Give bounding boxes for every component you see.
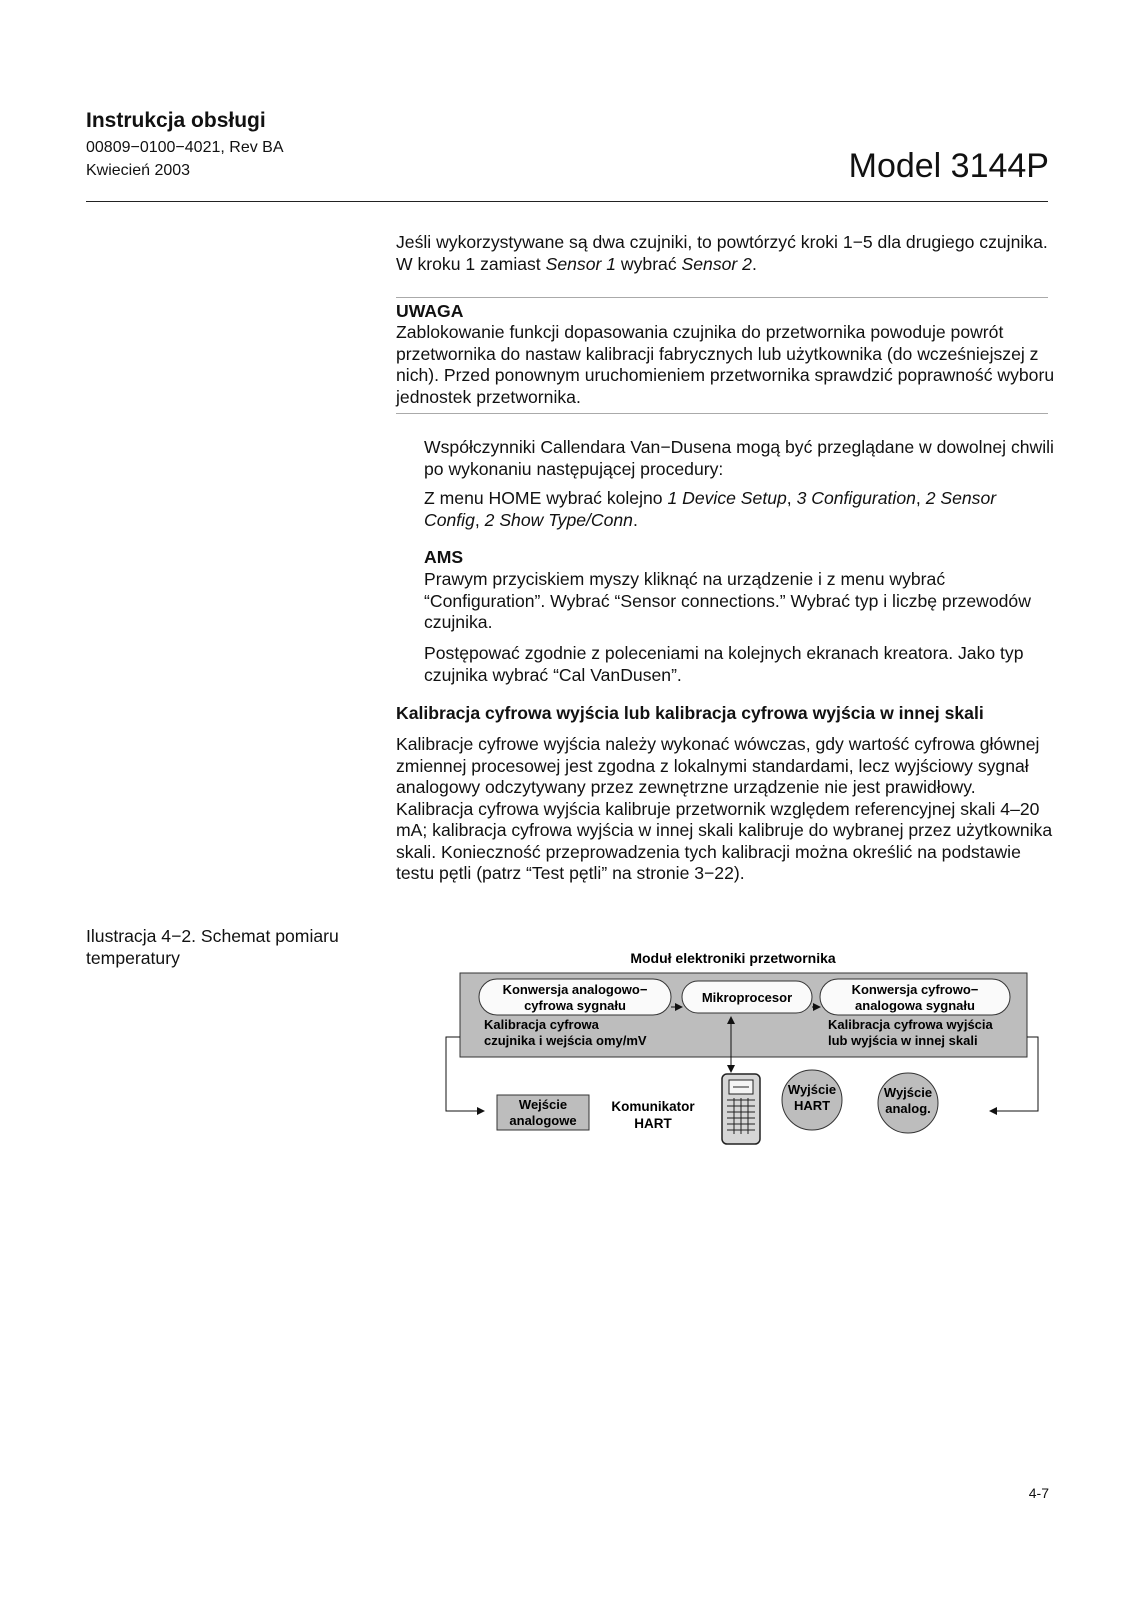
output-calibration-line2: lub wyjścia w innej skali bbox=[828, 1033, 978, 1048]
figure-caption: Ilustracja 4−2. Schemat pomiaru temperatury bbox=[86, 926, 339, 968]
adc-label-line1: Konwersja analogowo− bbox=[502, 982, 648, 997]
ams-paragraph-1: Prawym przyciskiem myszy kliknąć na urządzenie i z menu wybrać “Configuration”. Wybrać “Sensor connections.” Wybrać typ i liczbę przewodów czujnika. bbox=[424, 569, 1031, 632]
output-calibration-line1: Kalibracja cyfrowa wyjścia bbox=[828, 1017, 993, 1032]
analog-input-label-line1: Wejście bbox=[518, 1097, 568, 1112]
analog-output-label-line1: Wyjście bbox=[883, 1085, 933, 1100]
manual-title: Instrukcja obsługi bbox=[86, 109, 266, 132]
note-heading: UWAGA bbox=[396, 301, 464, 321]
model-name: Model 3144P bbox=[848, 147, 1049, 185]
module-title: Moduł elektroniki przetwornika bbox=[630, 950, 836, 966]
hart-communicator-label-line2: HART bbox=[634, 1116, 672, 1131]
note-body: Zablokowanie funkcji dopasowania czujnika do przetwornika powoduje powrót przetwornika do nastaw kalibracji fabrycznych lub użytkownika (do wcześniejszej z nich). Przed ponownym uruchomieniem przetwornika sprawdzić poprawność wyboru jednostek przetwornika. bbox=[396, 322, 1055, 407]
input-calibration-line2: czujnika i wejścia omy/mV bbox=[484, 1033, 647, 1048]
cvd-paragraph: Współczynniki Callendara Van−Dusena mogą być przeglądane w dowolnej chwili po wykonaniu następującej procedury: bbox=[424, 437, 1054, 479]
analog-output-label-line2: analog. bbox=[885, 1101, 931, 1116]
document-date: Kwiecień 2003 bbox=[86, 162, 191, 179]
hart-output-label-line1: Wyjście bbox=[787, 1082, 837, 1097]
hart-output-label-line2: HART bbox=[793, 1098, 831, 1113]
analog-input-label-line2: analogowe bbox=[509, 1113, 577, 1128]
intro-paragraph: Jeśli wykorzystywane są dwa czujniki, to powtórzyć kroki 1−5 dla drugiego czujnika. W kroku 1 zamiast Sensor 1 wybrać Sensor 2. bbox=[396, 232, 1048, 274]
microprocessor-label: Mikroprocesor bbox=[701, 990, 793, 1005]
document-number: 00809−0100−4021, Rev BA bbox=[86, 139, 284, 156]
hart-communicator-label-line1: Komunikator bbox=[611, 1099, 695, 1114]
ams-heading: AMS bbox=[424, 547, 464, 567]
input-calibration-line1: Kalibracja cyfrowa bbox=[484, 1017, 599, 1032]
dac-label-line2: analogowa sygnału bbox=[855, 998, 975, 1013]
menu-paragraph: Z menu HOME wybrać kolejno 1 Device Setup, 3 Configuration, 2 Sensor Config, 2 Show Type/Conn. bbox=[424, 488, 997, 530]
ams-paragraph-2: Postępować zgodnie z poleceniami na kolejnych ekranach kreatora. Jako typ czujnika wybrać “Cal VanDusen”. bbox=[424, 643, 1024, 685]
page-number: 4-7 bbox=[1028, 1485, 1049, 1501]
adc-label-line2: cyfrowa sygnału bbox=[524, 998, 626, 1013]
dac-label-line1: Konwersja cyfrowo− bbox=[851, 982, 979, 997]
section-body: Kalibracje cyfrowe wyjścia należy wykonać wówczas, gdy wartość cyfrowa głównej zmiennej procesowej jest zgodna z lokalnymi standardami, lecz wyjściowy sygnał analogowy odczytywany przez zewnętrzne urządzenie nie jest prawidłowy. Kalibracja cyfrowa wyjścia kalibruje przetwornik względem referencyjnej skali 4–20 mA; kalibracja cyfrowa wyjścia w innej skali kalibruje do wybranej przez użytkownika skali. Konieczność przeprowadzenia tych kalibracji można określić na podstawie testu pętli (patrz “Test pętli” na stronie 3−22). bbox=[396, 734, 1053, 883]
section-heading: Kalibracja cyfrowa wyjścia lub kalibracja cyfrowa wyjścia w innej skali bbox=[396, 703, 984, 723]
handheld-communicator-icon bbox=[722, 1074, 760, 1144]
